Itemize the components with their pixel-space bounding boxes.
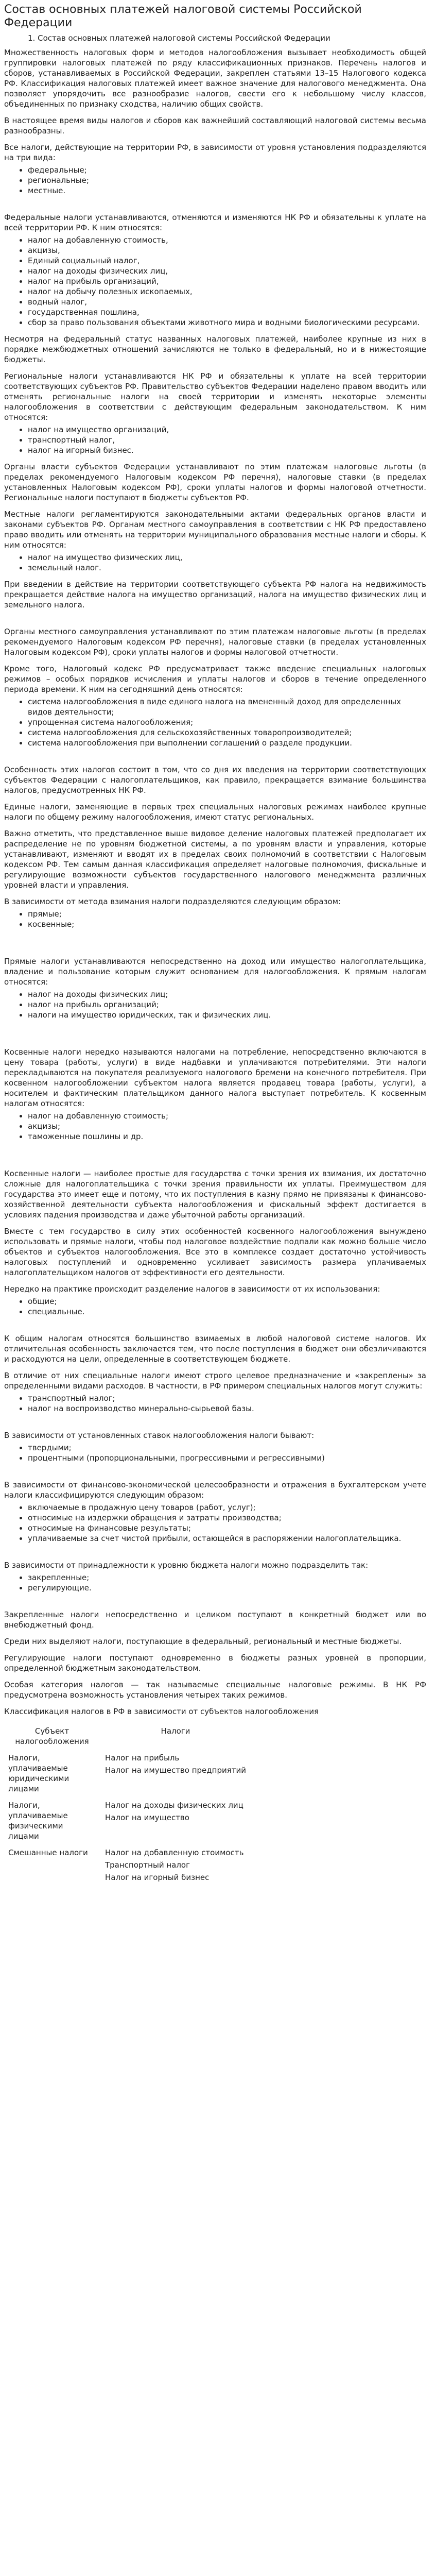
list-item: • местные.	[28, 185, 426, 196]
list-item: • относимые на финансовые результаты;	[28, 1523, 426, 1533]
list-item: • налог на воспроизводство минерально-сырьевой базы.	[28, 1403, 426, 1414]
tax-name: Налог на игорный бизнес	[105, 1873, 210, 1882]
list-item: • налог на добавленную стоимость,	[28, 235, 426, 245]
list-item: • транспортный налог,	[28, 435, 426, 445]
list-item: • закрепленные;	[28, 1572, 426, 1583]
special-regimes-list	[4, 697, 426, 748]
paragraph: В настоящее время виды налогов и сборов как важнейший составляющий налоговой системы весьма разнообразны.	[4, 116, 426, 135]
list-item: • включаемые в продажную цену товаров (работ, услуг);	[28, 1502, 426, 1513]
paragraph: В зависимости от установленных ставок налогообложения налоги бывают:	[4, 1431, 315, 1440]
table-cell	[101, 1750, 251, 1797]
list-item: • налог на доходы физических лиц;	[28, 989, 426, 999]
list-item: • специальные.	[28, 1307, 426, 1317]
table-header-cell: Субъект налогообложения	[15, 1726, 89, 1746]
paragraph: Органы местного самоуправления устанавливают по этим платежам налоговые льготы (в пределах рекомендуемого Налоговым кодексом РФ перечня), налоговые ставки (в пределах установленных Налоговым кодексом РФ), сроки уплаты налогов и формы налоговой отчетности.	[4, 627, 426, 657]
list-item: • налоги на имущество юридических, так и физических лиц.	[28, 1010, 426, 1020]
list-item: • налог на доходы физических лиц,	[28, 266, 426, 276]
paragraph: Закрепленные налоги непосредственно и целиком поступают в конкретный бюджет или во внебюджетный фонд.	[4, 1610, 426, 1630]
paragraph: Среди них выделяют налоги, поступающие в федеральный, региональный и местные бюджеты.	[4, 1637, 402, 1646]
table-row	[4, 1844, 251, 1888]
list-item: • система налогообложения при выполнении соглашений о разделе продукции.	[28, 738, 426, 748]
budget-list	[4, 1572, 426, 1593]
list-item: • водный налог,	[28, 297, 426, 307]
paragraph: Особенность этих налогов состоит в том, что со дня их введения на территории соответствующих субъектов Федерации с налогоплательщиков, как правило, прекращается взимание большинства налогов, предусмотренных НК РФ.	[4, 765, 426, 795]
list-item: • уплачиваемые за счет чистой прибыли, остающейся в распоряжении налогоплательщика.	[28, 1533, 426, 1544]
paragraph: Вместе с тем государство в силу этих особенностей косвенного налогообложения вынуждено использовать и прямые налоги, чтобы под налоговое воздействие подпали как можно больше число объектов и субъектов налогообложения. Все это в комплексе создает достаточно устойчивость налоговых поступлений и одновременно усиливает зависимость размера уплачиваемых налогоплательщиком налогов от эффективности его деятельности.	[4, 1227, 426, 1277]
method-list	[4, 909, 426, 929]
list-item: • твердыми;	[28, 1443, 426, 1453]
table-row	[4, 1797, 251, 1844]
special-taxes-list	[4, 1393, 426, 1414]
paragraph: Важно отметить, что представленное выше видовое деление налоговых платежей предполагает их распределение не по уровням бюджетной системы, а по уровням власти и управления, которые устанавливают, изменяют и вводят их в пределах своих полномочий в соответствии с Налоговым кодексом РФ. Тем самым данная классификация определяет налоговые полномочия, фискальные и регулирующие возможности субъектов государственного налогового менеджмента различных уровней власти и управления.	[4, 829, 426, 890]
paragraph: Единые налоги, заменяющие в первых трех специальных налоговых режимах наиболее крупные налоги по общему режиму налогообложения, имеют статус региональных.	[4, 802, 426, 822]
list-item: • налог на имущество физических лиц,	[28, 552, 426, 563]
table-cell	[101, 1797, 251, 1844]
paragraph: В зависимости от принадлежности к уровню бюджета налоги можно подразделить так:	[4, 1561, 369, 1570]
list-item: • государственная пошлина,	[28, 307, 426, 317]
list-item: • сбор за право пользования объектами животного мира и водными биологическими ресурсами.	[28, 317, 426, 328]
direct-taxes-list	[4, 989, 426, 1020]
table-row	[4, 1750, 251, 1797]
section-heading	[4, 33, 426, 43]
paragraph: Органы власти субъектов Федерации устанавливают по этим платежам налоговые льготы (в пределах рекомендуемого Налоговым кодексом РФ перечня), налоговые ставки (в пределах установленных Налоговым кодексом РФ), сроки уплаты налогов и формы налоговой отчетности. Региональные налоги поступают в бюджеты субъектов РФ.	[4, 462, 426, 502]
table-header-row	[4, 1723, 251, 1750]
section-title: Состав основных платежей налоговой системы Российской Федерации	[38, 33, 330, 43]
tax-name: Налог на имущество предприятий	[105, 1766, 246, 1775]
table-cell: Налоги, уплачиваемые юридическими лицами	[8, 1753, 69, 1793]
list-item: • таможенные пошлины и др.	[28, 1131, 426, 1142]
usage-list	[4, 1296, 426, 1317]
table-header-cell: Налоги	[161, 1726, 190, 1736]
tax-name: Налог на имущество	[105, 1813, 189, 1822]
page-title: Состав основных платежей налоговой системы Российской Федерации	[4, 3, 362, 29]
paragraph: Классификация налогов в РФ в зависимости от субъектов налогообложения	[4, 1707, 319, 1716]
list-item: • относимые на издержки обращения и затраты производства;	[28, 1513, 426, 1523]
paragraph: В зависимости от финансово-экономической целесообразности и отражения в бухгалтерском учете налоги классифицируются следующим образом:	[4, 1480, 426, 1500]
list-item: • налог на прибыль организаций,	[28, 276, 426, 286]
paragraph: Федеральные налоги устанавливаются, отменяются и изменяются НК РФ и обязательны к уплате на всей территории РФ. К ним относятся:	[4, 213, 426, 232]
paragraph: В зависимости от метода взимания налоги подразделяются следующим образом:	[4, 897, 341, 906]
list-item: • налог на имущество организаций,	[28, 425, 426, 435]
accounting-list	[4, 1502, 426, 1544]
list-item: • налог на добавленную стоимость;	[28, 1111, 426, 1121]
list-item: • акцизы,	[28, 245, 426, 256]
paragraph: Регулирующие налоги поступают одновременно в бюджеты разных уровней в пропорции, определенной бюджетным законодательством.	[4, 1653, 426, 1673]
paragraph: Косвенные налоги — наиболее простые для государства с точки зрения их взимания, их достаточно сложные для налогоплательщика с точки зрения правильности их уплаты. Преимуществом для государства это имеет еще и потому, что их поступления в казну прямо не привязаны к финансово-хозяйственной деятельности субъекта налогообложения и фискальный эффект достигается в условиях падения производства и даже убыточной работы организаций.	[4, 1169, 426, 1219]
list-item: • косвенные;	[28, 919, 426, 929]
classification-table	[4, 1723, 251, 1888]
list-item: • прямые;	[28, 909, 426, 919]
list-item: • транспортный налог;	[28, 1393, 426, 1403]
list-item: • общие;	[28, 1296, 426, 1307]
paragraph: В отличие от них специальные налоги имеют строго целевое предназначение и «закреплены» за определенными видами расходов. В частности, в РФ примером специальных налогов могут служить:	[4, 1371, 426, 1391]
local-taxes-list	[4, 552, 426, 573]
list-item: • земельный налог.	[28, 563, 426, 573]
paragraph: Особая категория налогов — так называемые специальные налоговые режимы. В НК РФ предусмотрена возможность установления четырех таких режимов.	[4, 1680, 426, 1700]
tax-name: Транспортный налог	[105, 1860, 190, 1870]
list-item: • акцизы;	[28, 1121, 426, 1131]
list-item: • процентными (пропорциональными, прогрессивными и регрессивными)	[28, 1453, 426, 1463]
federal-taxes-list	[4, 235, 426, 328]
list-item: • региональные;	[28, 175, 426, 185]
paragraph: Местные налоги регламентируются законодательными актами федеральных органов власти и законами субъектов РФ. Органам местного самоуправления в соответствии с НК РФ предоставлено право вводить или отменять на территории муниципального образования местные налоги и сборы. К ним относятся:	[4, 510, 426, 550]
list-item: • налог на прибыль организаций;	[28, 999, 426, 1010]
tax-levels-list	[4, 165, 426, 196]
tax-name: Налог на доходы физических лиц	[105, 1801, 243, 1810]
list-item: • упрощенная система налогообложения;	[28, 717, 426, 727]
paragraph: К общим налогам относятся большинство взимаемых в любой налоговой системе налогов. Их отличительная особенность заключается тем, что после поступления в бюджет они обезличиваются и расходуются на цели, определенные в соответствующем бюджете.	[4, 1334, 426, 1364]
list-item: • налог на добычу полезных ископаемых,	[28, 286, 426, 297]
list-item: • федеральные;	[28, 165, 426, 175]
paragraph: Косвенные налоги нередко называются налогами на потребление, непосредственно включаются в цену товара (работы, услуги) в виде надбавки и уплачиваются потребителями. Эти налоги перекладываются на покупателя реализуемого налогового бремени на конечного потребителя. При косвенном налогообложении субъектом налога является продавец товара (работы, услуги), а носителем и фактическим плательщиком данного налога выступает потребитель. К косвенным налогам относятся:	[4, 1047, 426, 1108]
rates-list	[4, 1443, 426, 1463]
paragraph: При введении в действие на территории соответствующего субъекта РФ налога на недвижимость прекращается действие налога на имущество организаций, налога на имущество физических лиц и земельного налога.	[4, 580, 426, 609]
paragraph: Все налоги, действующие на территории РФ, в зависимости от уровня установления подразделяются на три вида:	[4, 143, 426, 162]
paragraph: Нередко на практике происходит разделение налогов в зависимости от их использования:	[4, 1284, 380, 1294]
list-item: • система налогообложения в виде единого налога на вмененный доход для определенных видов деятельности;	[28, 697, 426, 717]
paragraph: Прямые налоги устанавливаются непосредственно на доход или имущество налогоплательщика, владение и пользование которым служит основанием для налогообложения. К прямым налогам относятся:	[4, 957, 426, 987]
paragraph: Множественность налоговых форм и методов налогообложения вызывает необходимость общей группировки налоговых платежей по ряду классификационных признаков. Перечень налогов и сборов, устанавливаемых в Российской Федерации, закреплен статьями 13–15 Налогового кодекса РФ. Классификация налоговых платежей имеет важное значение для налогового менеджмента. Она позволяет упорядочить все разнообразие налогов, свести его к небольшому числу классов, объединенных по признаку сходства, наличию общих свойств.	[4, 48, 426, 109]
list-item: • система налогообложения для сельскохозяйственных товаропроизводителей;	[28, 727, 426, 738]
table-cell: Смешанные налоги	[8, 1848, 88, 1857]
list-item: • налог на игорный бизнес.	[28, 445, 426, 455]
indirect-taxes-list	[4, 1111, 426, 1142]
section-number: 1.	[28, 33, 36, 43]
tax-name: Налог на прибыль	[105, 1753, 180, 1762]
tax-name: Налог на добавленную стоимость	[105, 1848, 244, 1857]
list-item: • регулирующие.	[28, 1583, 426, 1593]
paragraph: Региональные налоги устанавливаются НК РФ и обязательны к уплате на всей территории соответствующих субъектов РФ. Правительство субъектов Федерации наделено правом вводить или отменять региональные налоги на своей территории и изменять некоторые элементы налогообложения в соответствии с действующим федеральным законодательством. К ним относятся:	[4, 371, 426, 422]
paragraph: Кроме того, Налоговый кодекс РФ предусматривает также введение специальных налоговых режимов – особых порядков исчисления и уплаты налогов и сборов в течение определенного периода времени. К ним на сегодняшний день относятся:	[4, 664, 426, 694]
table-cell: Налоги, уплачиваемые физическими лицами	[8, 1801, 68, 1841]
table-cell	[101, 1844, 251, 1888]
regional-taxes-list	[4, 425, 426, 455]
list-item: • Единый социальный налог,	[28, 256, 426, 266]
paragraph: Несмотря на федеральный статус названных налоговых платежей, наиболее крупные из них в порядке межбюджетных отношений зачисляются не только в федеральный, но и в нижестоящие бюджеты.	[4, 334, 426, 364]
